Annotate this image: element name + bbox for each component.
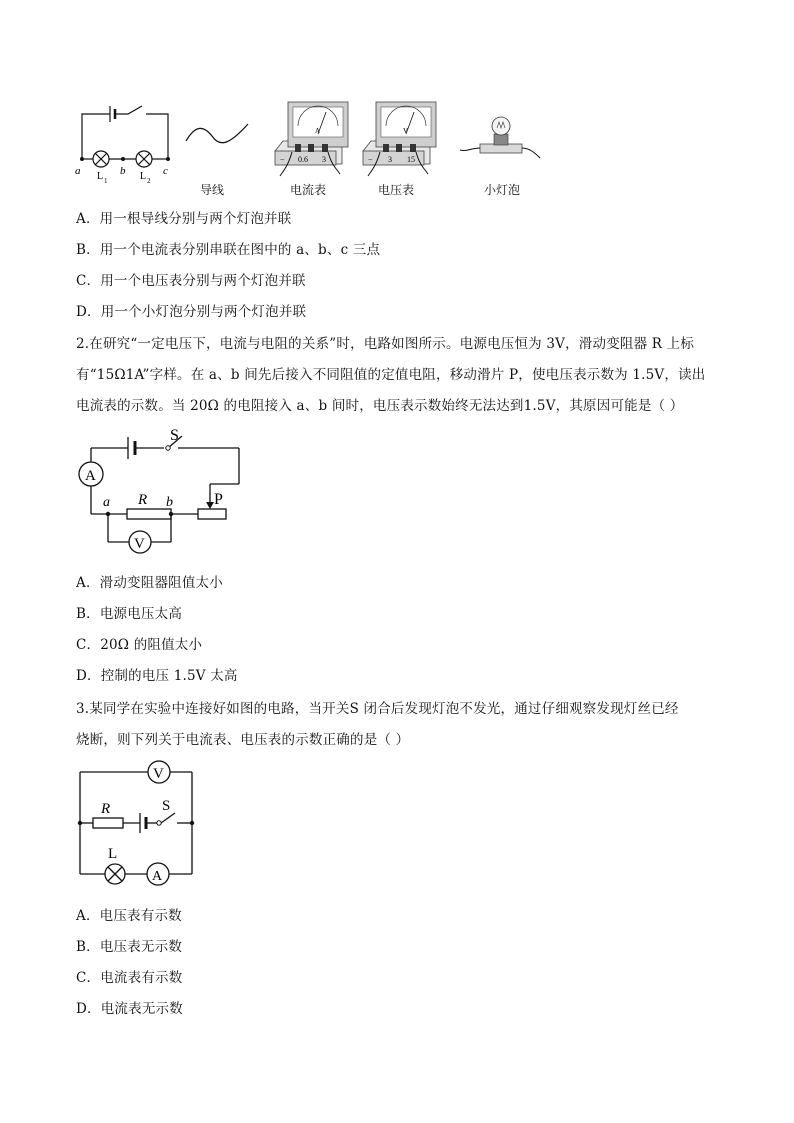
q3-lamp-label: L (108, 846, 118, 862)
q1-label-l2: L (140, 171, 147, 182)
q1-label-l2-sub: 2 (147, 177, 151, 185)
q2-stem-line-1: 2.在研究“一定电压下，电流与电阻的关系”时，电路如图所示。电源电压恒为 3V，滑动变阻器 R 上标 (76, 336, 695, 352)
q1-option-d: D．用一个小灯泡分别与两个灯泡并联 (76, 304, 307, 320)
caption-ammeter: 电流表 (289, 183, 326, 197)
q1-series-circuit (82, 106, 168, 167)
q1-label-b: b (120, 165, 126, 177)
q3-ammeter-label: A (152, 869, 163, 884)
ammeter-scale-0.6: 0.6 (298, 155, 308, 164)
caption-bulb: 小灯泡 (483, 183, 520, 197)
ammeter-minus-label: − (280, 155, 285, 164)
q1-option-a: A．用一根导线分别与两个灯泡并联 (76, 211, 292, 227)
q3-voltmeter-label: V (153, 766, 164, 782)
voltmeter-minus-label: − (368, 155, 373, 164)
q2-option-c: C．20Ω 的阻值太小 (76, 637, 203, 653)
q3-circuit-diagram (74, 756, 204, 890)
q3-stem-line-1: 3.某同学在实验中连接好如图的电路，当开关S 闭合后发现灯泡不发光，通过仔细观察发现灯丝已经 (76, 701, 679, 717)
voltmeter-icon (363, 102, 436, 176)
q3-stem-line-2: 烧断，则下列关于电流表、电压表的示数正确的是（ ） (76, 732, 410, 748)
q2-circuit-diagram (74, 424, 254, 564)
q2-resistor-label: R (138, 492, 148, 508)
q2-stem-line-2: 有“15Ω1A”字样。在 a、b 间先后接入不同阻值的定值电阻，移动滑片 P，使电压表示数为 1.5V，读出 (76, 367, 706, 383)
q1-option-b: B．用一个电流表分别串联在图中的 a、b、c 三点 (76, 242, 381, 258)
q1-label-c: c (163, 165, 168, 177)
ammeter-letter: A (315, 127, 321, 135)
q2-option-d: D．控制的电压 1.5V 太高 (76, 668, 238, 684)
q2-stem-line-3: 电流表的示数。当 20Ω 的电阻接入 a、b 间时，电压表示数始终无法达到1.5V，其原因可能是（ ） (76, 398, 684, 414)
q3-option-c: C．电流表有示数 (76, 970, 183, 986)
q2-option-a: A．滑动变阻器阻值太小 (76, 575, 223, 591)
voltmeter-scale-15: 15 (407, 155, 415, 164)
q1-label-l1: L (97, 171, 104, 182)
ammeter-icon (275, 102, 348, 176)
caption-voltmeter: 电压表 (377, 183, 414, 197)
caption-wire: 导线 (199, 183, 224, 197)
q2-switch-label: S (170, 427, 179, 444)
voltmeter-scale-3: 3 (388, 155, 392, 164)
q2-option-b: B．电源电压太高 (76, 606, 183, 622)
q1-label-l1-sub: 1 (104, 177, 108, 185)
small-bulb-icon (460, 117, 540, 158)
q2-voltmeter-label: V (134, 536, 145, 552)
q3-option-b: B．电压表无示数 (76, 939, 183, 955)
wire-icon (186, 124, 248, 143)
q2-point-b-label: b (166, 495, 173, 510)
q2-ammeter-label: A (85, 468, 96, 484)
q1-label-a: a (75, 165, 81, 177)
ammeter-scale-3: 3 (322, 155, 326, 164)
q3-resistor-label: R (101, 801, 111, 817)
q2-slider-label: P (214, 491, 223, 508)
q1-option-c: C．用一个电压表分别与两个灯泡并联 (76, 273, 306, 289)
q3-switch-label: S (162, 798, 171, 814)
q2-point-a-label: a (103, 495, 110, 510)
q3-option-d: D．电流表无示数 (76, 1001, 183, 1017)
voltmeter-letter: V (403, 127, 409, 135)
q3-option-a: A．电压表有示数 (76, 908, 182, 924)
